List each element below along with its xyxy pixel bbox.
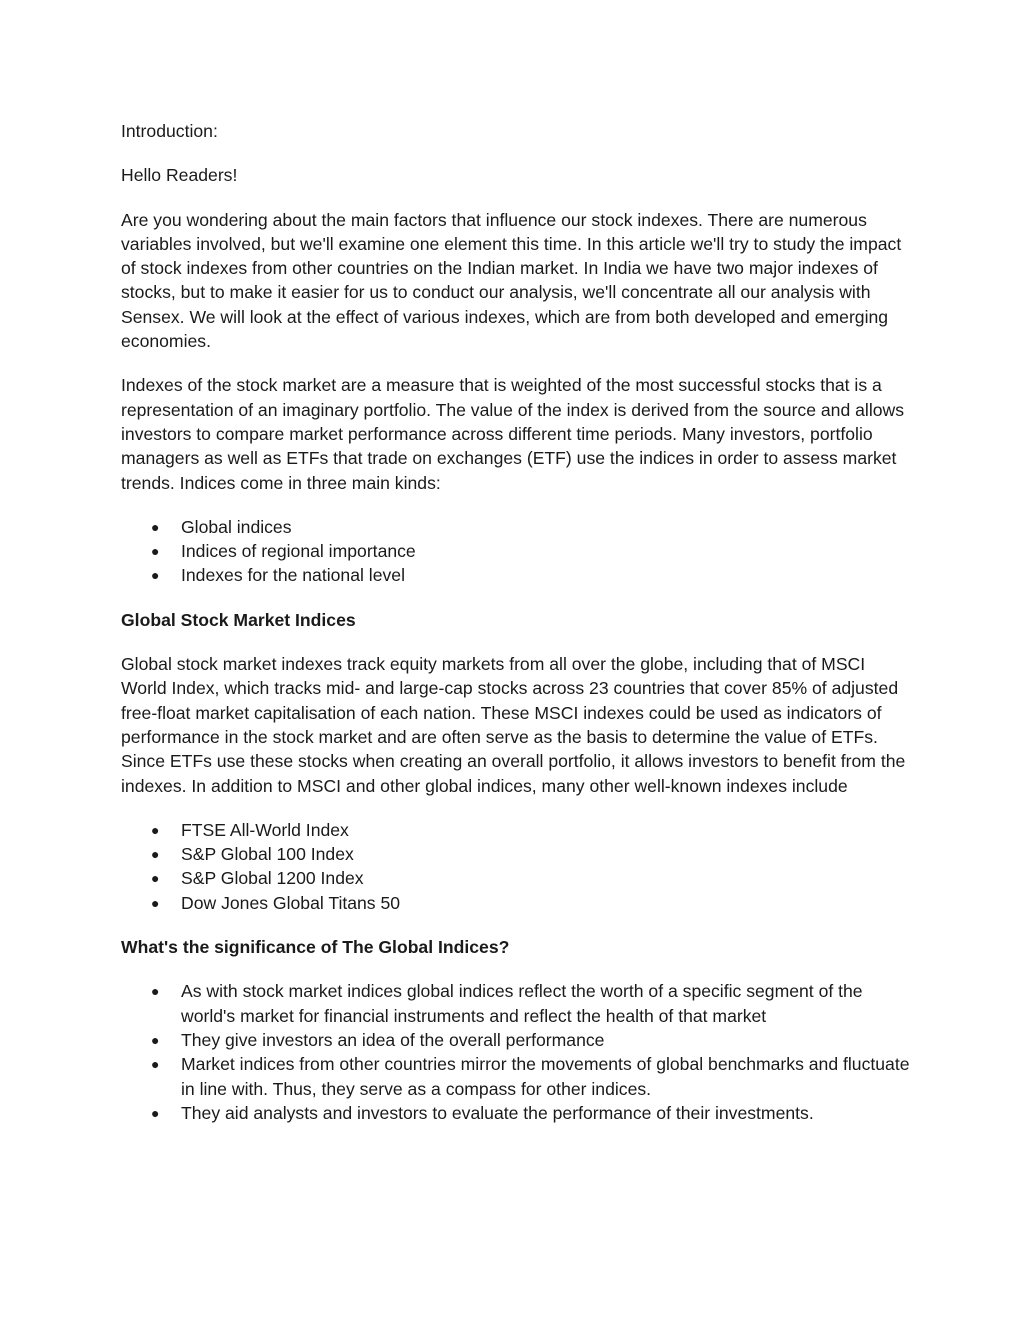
list-item: ● Indices of regional importance xyxy=(121,539,911,563)
heading-significance: What's the significance of The Global Indices? xyxy=(121,937,510,958)
bullet-icon: ● xyxy=(151,821,160,838)
bullet-icon: ● xyxy=(151,543,160,560)
greeting: Hello Readers! xyxy=(121,165,238,186)
well-known-indexes-list xyxy=(121,818,911,915)
paragraph-global-indices: Global stock market indexes track equity markets from all over the globe, including that of MSCI World Index, which tracks mid- and large-cap stocks across 23 countries that cover 85% of adjusted free-float market capitalisation of each nation. These MSCI indexes could be used as indicators of performance in the stock market and are often serve as the basis to determine the value of ETFs. Since ETFs use these stocks when creating an overall portfolio, it allows investors to benefit from the indexes. In addition to MSCI and other global indices, many other well-known indexes include xyxy=(121,654,906,796)
list-item: ● S&P Global 100 Index xyxy=(121,842,911,866)
index-kinds-list xyxy=(121,515,911,588)
bullet-icon: ● xyxy=(151,894,160,911)
heading-global-indices: Global Stock Market Indices xyxy=(121,609,356,630)
bullet-icon: ● xyxy=(151,846,160,863)
bullet-icon: ● xyxy=(151,567,160,584)
bullet-icon: ● xyxy=(151,518,160,535)
significance-list xyxy=(121,979,911,1125)
document-page xyxy=(121,119,911,1145)
list-item: ● As with stock market indices global indices reflect the worth of a specific segment of the world's market for financial instruments and reflect the health of that market xyxy=(151,981,863,1026)
paragraph-indexes-definition: Indexes of the stock market are a measure that is weighted of the most successful stocks that is a representation of an imaginary portfolio. The value of the index is derived from the source and allows investors to compare market performance across different time periods. Many investors, portfolio managers as well as ETFs that trade on exchanges (ETF) use the indices in order to assess market trends. Indices come in three main kinds: xyxy=(121,375,905,493)
bullet-icon: ● xyxy=(151,1056,160,1073)
list-item: ● Global indices xyxy=(121,515,911,539)
list-item: ● Dow Jones Global Titans 50 xyxy=(121,891,911,915)
list-item: ● Indexes for the national level xyxy=(121,563,911,587)
list-item: ● Market indices from other countries mirror the movements of global benchmarks and fluctuate in line with. Thus, they serve as a compass for other indices. xyxy=(151,1054,910,1099)
list-item: ● They aid analysts and investors to evaluate the performance of their investments. xyxy=(121,1101,911,1125)
list-item: ● FTSE All-World Index xyxy=(121,818,911,842)
intro-label: Introduction: xyxy=(121,121,218,141)
bullet-icon: ● xyxy=(151,983,160,1000)
list-item: ● They give investors an idea of the overall performance xyxy=(121,1028,911,1052)
bullet-icon: ● xyxy=(151,1031,160,1048)
paragraph-intro: Are you wondering about the main factors that influence our stock indexes. There are numerous variables involved, but we'll examine one element this time. In this article we'll try to study the impact of stock indexes from other countries on the Indian market. In India we have two major indexes of stocks, but to make it easier for us to conduct our analysis, we'll concentrate all our analysis with Sensex. We will look at the effect of various indexes, which are from both developed and emerging economies. xyxy=(121,209,902,352)
bullet-icon: ● xyxy=(151,1104,160,1121)
bullet-icon: ● xyxy=(151,870,160,887)
list-item: ● S&P Global 1200 Index xyxy=(121,866,911,890)
